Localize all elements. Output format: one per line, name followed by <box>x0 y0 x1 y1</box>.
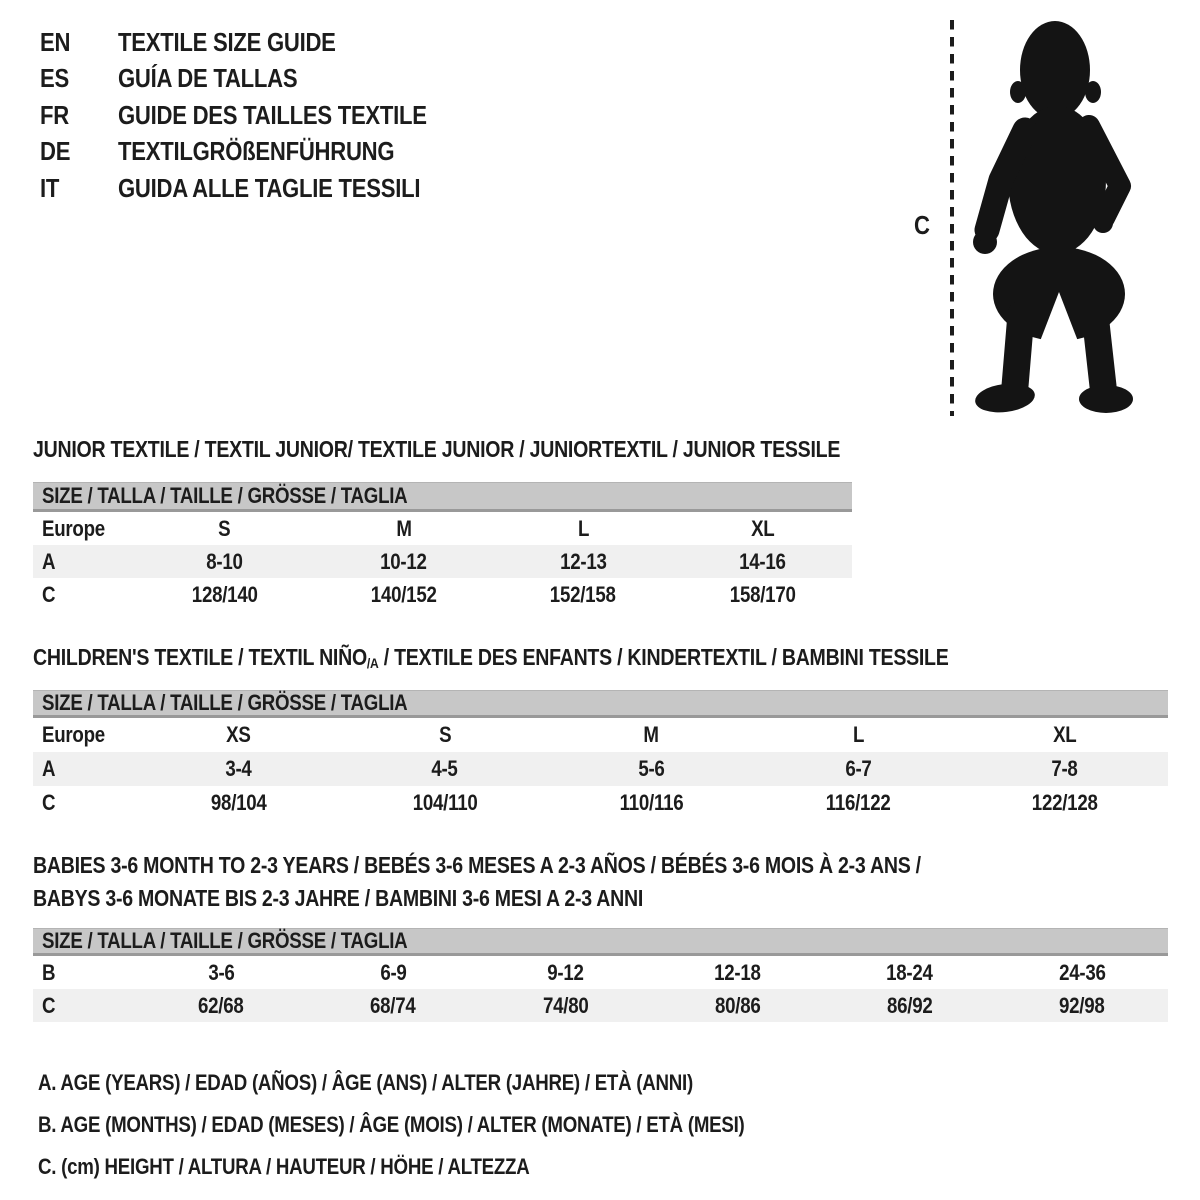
age-cell: 4-5 <box>431 756 459 781</box>
age-cell: 3-4 <box>225 756 252 781</box>
height-cell: 80/86 <box>714 992 761 1018</box>
size-cell: M <box>396 515 412 541</box>
measure-label-c: C <box>914 210 930 240</box>
height-cell: 62/68 <box>198 992 244 1018</box>
language-name: GUIDA ALLE TAGLIE TESSILI <box>118 172 421 203</box>
toddler-silhouette-icon <box>973 18 1145 420</box>
size-header-bar: SIZE / TALLA / TAILLE / GRÖSSE / TAGLIA <box>33 690 1168 718</box>
row-label: C <box>42 992 56 1018</box>
language-row-it <box>40 170 481 207</box>
language-code: FR <box>40 99 69 130</box>
row-label: Europe <box>42 515 105 541</box>
size-header-bar: SIZE / TALLA / TAILLE / GRÖSSE / TAGLIA <box>33 482 852 512</box>
height-cell: 158/170 <box>729 581 796 607</box>
age-cell: 10-12 <box>380 548 428 574</box>
language-name: GUIDE DES TAILLES TEXTILE <box>118 99 427 130</box>
age-cell: 7-8 <box>1051 756 1078 781</box>
height-cell: 110/116 <box>619 790 684 815</box>
age-cell: 8-10 <box>206 548 243 574</box>
row-a <box>33 752 1168 786</box>
size-cell: M <box>643 722 660 747</box>
babies-title-line2: BABYS 3-6 MONATE BIS 2-3 JAHRE / BAMBINI 3-6 MESI A 2-3 ANNI <box>33 885 644 911</box>
children-title-after: / TEXTILE DES ENFANTS / KINDERTEXTIL / BAMBINI TESSILE <box>378 644 949 670</box>
row-c <box>33 989 1168 1022</box>
height-cell: 86/92 <box>887 992 933 1018</box>
legend-age-months: B. AGE (MONTHS) / EDAD (MESES) / ÂGE (MOIS) / ALTER (MONATE) / ETÀ (MESI) <box>38 1112 745 1137</box>
age-cell: 6-9 <box>380 959 407 985</box>
height-cell: 128/140 <box>191 581 258 607</box>
babies-section-title <box>33 849 1078 915</box>
language-code: DE <box>40 136 71 167</box>
language-row-es <box>40 61 481 98</box>
babies-size-table <box>33 928 1168 1022</box>
language-name: TEXTILGRÖßENFÜHRUNG <box>118 136 395 167</box>
legend-age-years: A. AGE (YEARS) / EDAD (AÑOS) / ÂGE (ANS) / ALTER (JAHRE) / ETÀ (ANNI) <box>38 1070 693 1095</box>
size-cell: L <box>577 515 589 541</box>
size-cell: S <box>438 722 451 747</box>
babies-title-line1: BABIES 3-6 MONTH TO 2-3 YEARS / BEBÉS 3-6 MESES A 2-3 AÑOS / BÉBÉS 3-6 MOIS À 2-3 ANS / <box>33 852 921 878</box>
row-europe <box>33 718 1168 752</box>
language-code: ES <box>40 63 69 94</box>
children-title-sub: /A <box>366 656 379 672</box>
height-cell: 122/128 <box>1031 790 1098 815</box>
language-row-fr <box>40 97 481 134</box>
age-cell: 24-36 <box>1058 959 1106 985</box>
junior-section-title: JUNIOR TEXTILE / TEXTIL JUNIOR/ TEXTILE JUNIOR / JUNIORTEXTIL / JUNIOR TESSILE <box>33 436 841 462</box>
junior-size-table <box>33 482 852 611</box>
row-label: C <box>42 581 56 607</box>
age-cell: 9-12 <box>547 959 584 985</box>
size-cell: XL <box>1052 722 1077 747</box>
row-c <box>33 578 852 611</box>
row-label: B <box>42 959 56 985</box>
age-cell: 14-16 <box>739 548 786 574</box>
height-cell: 68/74 <box>370 992 417 1018</box>
height-cell: 74/80 <box>542 992 589 1018</box>
height-cell: 98/104 <box>210 790 267 815</box>
size-cell: XS <box>226 722 251 747</box>
row-c <box>33 786 1168 820</box>
height-measure-line <box>948 18 956 418</box>
children-section-title <box>33 641 1110 678</box>
language-code: EN <box>40 26 71 57</box>
row-europe <box>33 512 852 545</box>
language-code: IT <box>40 172 60 203</box>
legend-height: C. (cm) HEIGHT / ALTURA / HAUTEUR / HÖHE / ALTEZZA <box>38 1154 530 1179</box>
size-header-bar: SIZE / TALLA / TAILLE / GRÖSSE / TAGLIA <box>33 928 1168 956</box>
age-cell: 12-18 <box>714 959 761 985</box>
children-title-before: CHILDREN'S TEXTILE / TEXTIL NIÑO <box>33 644 367 670</box>
age-cell: 3-6 <box>207 959 235 985</box>
height-cell: 92/98 <box>1059 992 1105 1018</box>
height-cell: 140/152 <box>370 581 437 607</box>
language-list <box>40 24 481 207</box>
children-size-table <box>33 690 1168 820</box>
size-cell: S <box>218 515 231 541</box>
language-name: GUÍA DE TALLAS <box>118 63 298 94</box>
size-cell: XL <box>750 515 775 541</box>
age-cell: 12-13 <box>559 548 607 574</box>
row-label: Europe <box>42 722 105 747</box>
height-cell: 104/110 <box>412 790 478 815</box>
height-cell: 116/122 <box>825 790 891 815</box>
row-label: A <box>42 756 56 781</box>
height-cell: 152/158 <box>550 581 617 607</box>
size-cell: L <box>852 722 864 747</box>
row-b <box>33 956 1168 989</box>
legend <box>38 1062 869 1188</box>
row-a <box>33 545 852 578</box>
language-row-de <box>40 134 481 171</box>
age-cell: 6-7 <box>844 756 872 781</box>
age-cell: 5-6 <box>638 756 665 781</box>
row-label: A <box>42 548 56 574</box>
language-name: TEXTILE SIZE GUIDE <box>118 26 336 57</box>
row-label: C <box>42 790 56 815</box>
language-row-en <box>40 24 481 61</box>
age-cell: 18-24 <box>886 959 934 985</box>
